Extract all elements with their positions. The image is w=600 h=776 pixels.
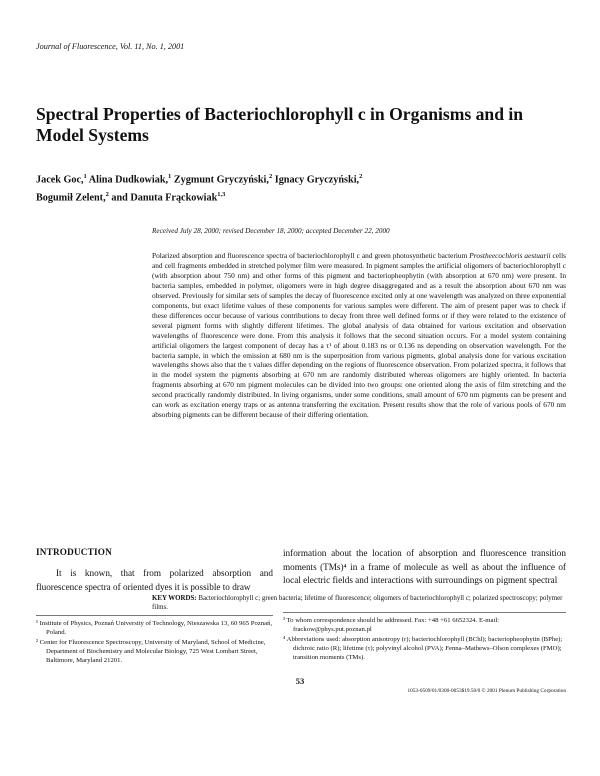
author: Ignacy Gryczyński, — [274, 174, 360, 186]
footnote: ⁴ Abbreviations used: absorption anisotropy (r); bacteriochlorophyll (BChl); bacteriopheophytin (BPhe); dichroic ratio (R); lifetime (τ); polyvinyl alcohol (PVA); Fenna–Mathews–Olson complexes (FMO); transition moments (TMs). — [283, 635, 563, 661]
copyright-line: 1053-0509/01/0300-0053$19.50/0 © 2001 Plenum Publishing Corporation — [407, 688, 566, 694]
author: Bogumił Zelent, — [36, 192, 106, 204]
footnotes-right — [283, 612, 566, 664]
received-dates: Received July 28, 2000; revised December 18, 2000; accepted December 22, 2000 — [152, 227, 390, 235]
right-column — [283, 547, 566, 588]
abstract — [152, 251, 566, 420]
keywords-label: KEY WORDS: — [152, 595, 197, 602]
intro-paragraph-left: It is known, that from polarized absorption and fluorescence spectra of oriented dyes it is possible to draw — [36, 568, 273, 592]
keywords-text: Bacteriochlorophyll c; green bacteria; lifetime of fluorescence; oligomers of bacteriochlorophyll c; polarized spectroscopy; polymer films. — [152, 595, 563, 611]
section-heading: INTRODUCTION — [36, 547, 112, 557]
author-affiliation: 1,3 — [217, 191, 226, 199]
abstract-text-body: cells and cell fragments embedded in stretched polymer film were measured. In pigment samples the artificial oligomers of bacteriochlorophyll c (with absorption about 750 nm) and other forms of this pigment and bacteriopheophytin (with absorption at 670 nm) were present. In bacteria samples, embedded in polymer, oligomers were in high degree disaggregated and as a result the absorption about 670 nm was observed. Previously for similar sets of samples the decay of fluorescence excited only at one wavelength was analyzed on three exponential components, but exact lifetime values of these components for various samples were different. The aim of present paper was to check if these differences occur because of various contributions to decay from three well defined forms or if they were related to the existence of several pigment forms with slightly different lifetimes. The global analysis of data obtained for various excitation and observation wavelengths of fluorescence were done. From this analysis it follows that the second situation occurs. For a model system containing artificial oligomers the largest component of decay has a τ¹ of about 0.183 ns or 0.136 ns depending on observation wavelength. For the bacteria sample, in which the emission at 680 nm is the superposition from various pigments, global analysis done for various excitation wavelengths shows also that the τ values differ depending on the regions of fluorescence observation. From polarized spectra, it follows that in the model system the pigments absorbing at 670 nm are randomly distributed whereas oligomers are highly oriented. In bacteria fragments absorbing at 670 nm pigment molecules can be divided into two groups: one oriented along the axis of film stretching and the second practically randomly distributed. In living organisms, under some conditions, small amount of 670 nm pigments can be present and can work as excitation energy traps or as antenna transferring the excitation. Present results show that the role of various pools of 670 nm absorbing pigments can be different because of their differing orientation. — [152, 251, 566, 420]
article-title: Spectral Properties of Bacteriochlorophyll c in Organisms and in Model Systems — [36, 104, 524, 145]
left-column — [36, 547, 273, 594]
page-number: 53 — [295, 676, 305, 686]
footnote: ³ To whom correspondence should be addressed. Fax: +48 +61 6652324. E-mail: frackow@phys.put.poznan.pl — [283, 617, 500, 633]
abstract-text-start: Polarized absorption and fluorescence spectra of bacteriochlorophyll c and green photosynthetic bacterium — [152, 251, 468, 260]
journal-citation: Journal of Fluorescence, Vol. 11, No. 1, 2001 — [36, 42, 185, 51]
author-affiliation: 1 — [168, 173, 172, 180]
author-affiliation: 2 — [359, 173, 363, 180]
author-affiliation: 2 — [105, 191, 109, 199]
author: Zygmunt Gryczyński, — [173, 174, 269, 186]
author-list — [36, 169, 496, 206]
intro-paragraph-right: information about the location of absorption and fluorescence transition moments (TMs)⁴ in a frame of molecule as well as about the influence of local electric fields and interactions with surroundings on pigment spectral — [283, 548, 566, 585]
author-affiliation: 1 — [83, 173, 87, 180]
footnote: ¹ Institute of Physics, Poznań University of Technology, Nieszawska 13, 60 965 Poznań, Poland. — [36, 620, 273, 636]
footnote: ² Center for Fluorescence Spectroscopy, University of Maryland, School of Medicine, Department of Biochemistry and Molecular Biology, 725 West Lombart Street, Baltimore, Maryland 21201. — [36, 638, 266, 664]
footnotes-left — [36, 615, 273, 667]
author-affiliation: 2 — [268, 173, 273, 180]
author: and Danuta Frąckowiak — [111, 192, 218, 204]
author: Alina Dudkowiak, — [88, 174, 169, 186]
organism-name: Prostheecochloris aestuarii — [469, 251, 551, 260]
keywords — [152, 594, 566, 612]
author: Jacek Goc, — [36, 174, 84, 186]
